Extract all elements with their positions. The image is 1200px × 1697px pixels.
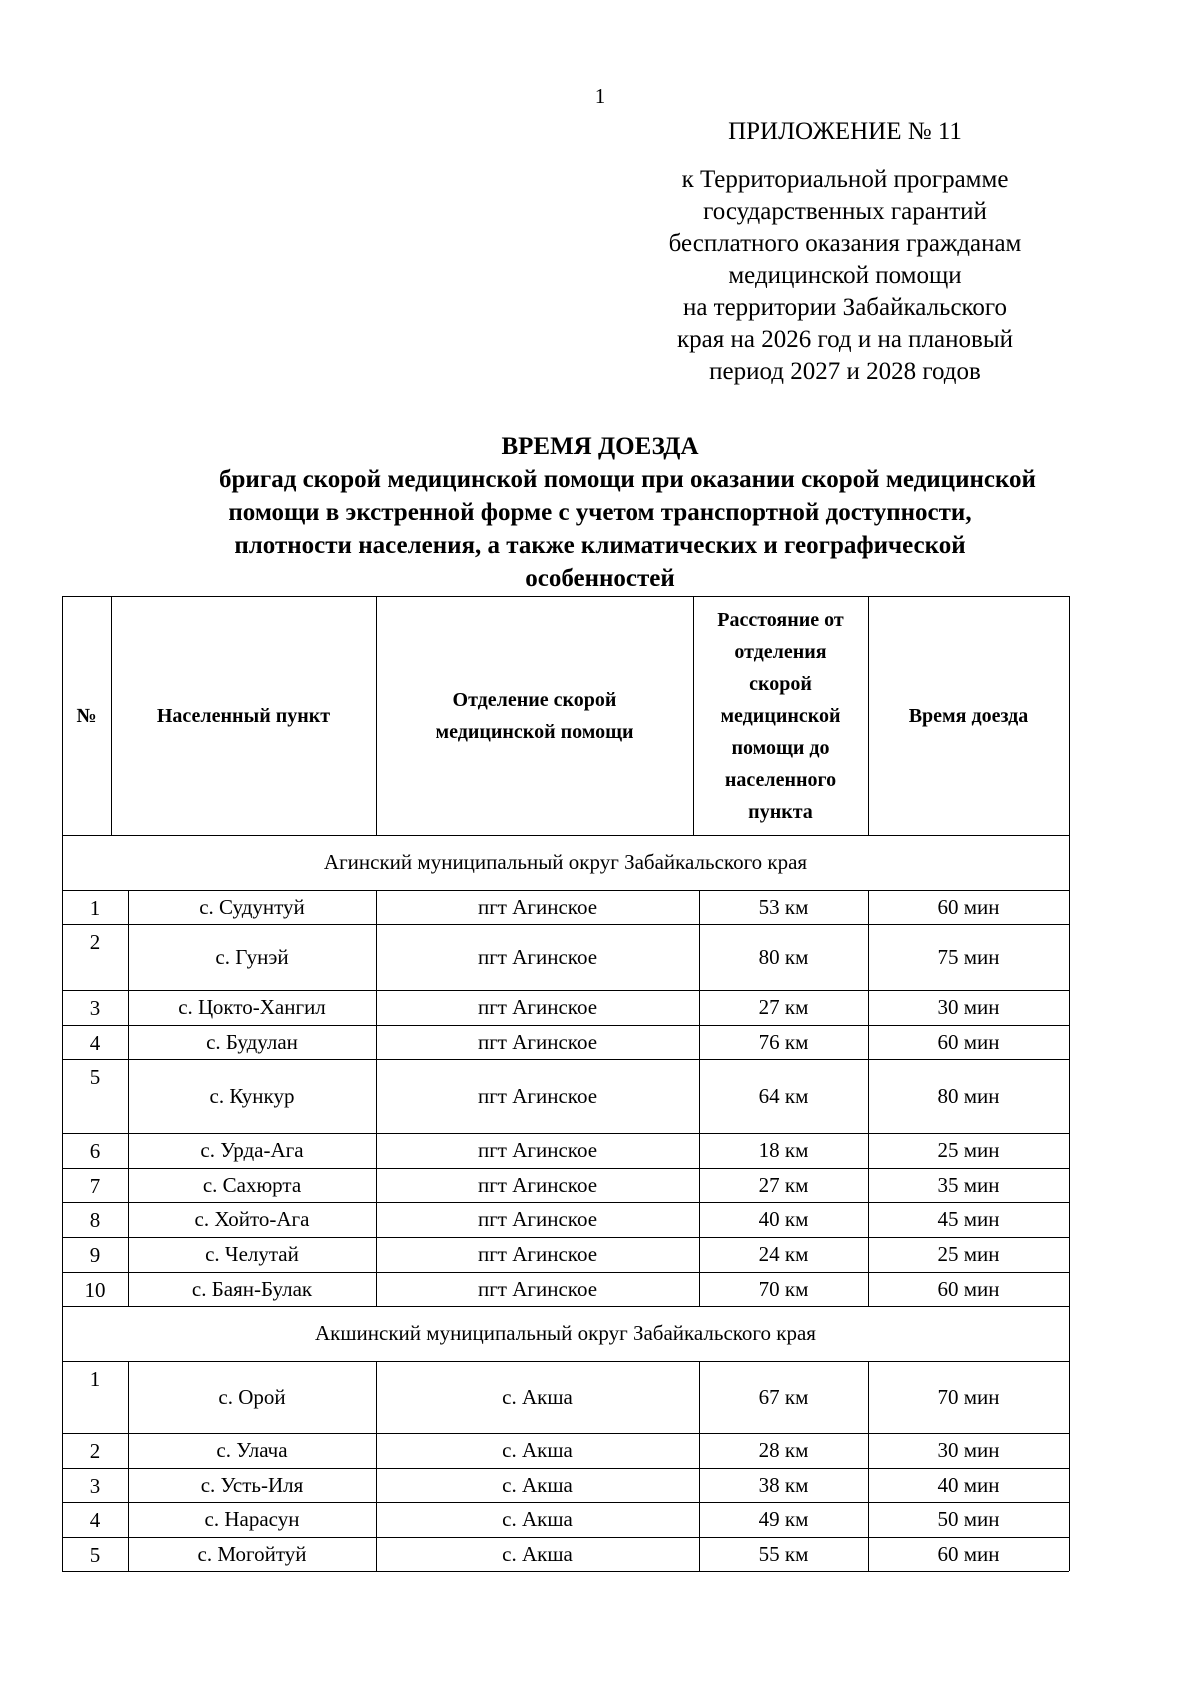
row-time: 35 мин [937, 1172, 1000, 1197]
table-column-line [376, 596, 377, 835]
row-settlement: с. Баян-Булак [191, 1276, 313, 1301]
table-column-line [1069, 1537, 1070, 1571]
appendix-line: на территории Забайкальского [682, 294, 1008, 321]
row-time: 60 мин [937, 894, 1000, 919]
row-settlement: с. Цокто-Хангил [178, 995, 326, 1019]
row-settlement: с. Челутай [205, 1242, 299, 1266]
table-column-line [62, 1306, 63, 1361]
row-number: 5 [89, 1065, 101, 1089]
row-distance: 64 км [758, 1083, 809, 1108]
row-number: 7 [89, 1174, 101, 1198]
row-department: пгт Агинское [477, 1138, 598, 1162]
appendix-line: края на 2026 год и на плановый [676, 326, 1013, 353]
row-distance: 24 км [758, 1242, 809, 1266]
row-department: пгт Агинское [477, 1172, 598, 1197]
row-distance: 70 км [758, 1276, 809, 1301]
table-column-line [1069, 890, 1070, 924]
row-settlement: с. Гунэй [215, 944, 289, 969]
appendix-line: государственных гарантий [703, 198, 987, 225]
table-column-line [1069, 1272, 1070, 1306]
table-column-line [1069, 1433, 1070, 1468]
row-time: 75 мин [937, 944, 1000, 969]
row-distance: 55 км [758, 1541, 809, 1566]
table-column-line [62, 835, 63, 890]
row-time: 80 мин [937, 1083, 1000, 1108]
row-department: с. Акша [502, 1541, 573, 1566]
table-column-line [1069, 1502, 1070, 1537]
row-time: 45 мин [937, 1207, 1000, 1231]
row-distance: 40 км [758, 1207, 809, 1231]
row-distance: 18 км [758, 1138, 809, 1162]
table-column-line [1069, 1133, 1070, 1168]
row-department: с. Акша [502, 1438, 573, 1462]
document-subtitle-line: плотности населения, а также климатических и географической [234, 532, 966, 559]
table-column-line [1069, 1468, 1070, 1502]
row-number: 6 [89, 1139, 101, 1163]
appendix-line: бесплатного оказания гражданам [668, 230, 1022, 257]
row-settlement: с. Урда-Ага [200, 1138, 304, 1162]
row-settlement: с. Улача [216, 1438, 288, 1462]
row-time: 25 мин [937, 1138, 1000, 1162]
document-heading [60, 430, 1140, 595]
table-column-line [1069, 1361, 1070, 1433]
table-column-line [1069, 924, 1070, 990]
table-column-line [1069, 990, 1070, 1025]
row-distance: 80 км [758, 944, 809, 969]
row-department: пгт Агинское [477, 995, 598, 1019]
row-distance: 27 км [758, 995, 809, 1019]
row-time: 40 мин [937, 1472, 1000, 1497]
row-department: с. Акша [502, 1472, 573, 1497]
row-time: 25 мин [937, 1242, 1000, 1266]
table-column-line [1069, 1059, 1070, 1133]
row-distance: 76 км [758, 1029, 809, 1054]
appendix-line: медицинской помощи [728, 262, 962, 289]
row-settlement: с. Сахюрта [202, 1172, 302, 1197]
table-column-line [1069, 1168, 1070, 1202]
row-number: 1 [89, 896, 101, 920]
document-subtitle-line: помощи в экстренной форме с учетом транспортной доступности, [228, 499, 972, 526]
row-number: 2 [89, 930, 101, 954]
row-distance: 27 км [758, 1172, 809, 1197]
row-distance: 28 км [758, 1438, 809, 1462]
appendix-text [620, 164, 1070, 388]
row-number: 4 [89, 1508, 101, 1532]
row-number: 2 [89, 1439, 101, 1463]
appendix-line: к Территориальной программе [681, 166, 1009, 193]
row-department: пгт Агинское [477, 1242, 598, 1266]
row-settlement: с. Усть-Иля [200, 1472, 304, 1497]
row-department: пгт Агинское [477, 1276, 598, 1301]
header-distance: Расстояние от отделения скорой медицинской помощи до населенного пункта [717, 608, 844, 823]
header-no: № [76, 704, 97, 727]
page-number: 1 [594, 84, 606, 108]
row-settlement: с. Могойтуй [197, 1541, 307, 1566]
row-number: 8 [89, 1208, 101, 1232]
row-number: 3 [89, 996, 101, 1020]
section-title: Акшинский муниципальный округ Забайкальского края [315, 1321, 816, 1345]
row-number: 1 [89, 1367, 101, 1391]
row-time: 60 мин [937, 1541, 1000, 1566]
document-subtitle-line: особенностей [525, 565, 675, 592]
row-time: 30 мин [937, 1438, 1000, 1462]
row-distance: 38 км [758, 1472, 809, 1497]
row-settlement: с. Будулан [206, 1029, 298, 1054]
table-column-line [1069, 1025, 1070, 1059]
row-department: с. Акша [502, 1384, 573, 1409]
row-department: пгт Агинское [477, 894, 598, 919]
document-title: ВРЕМЯ ДОЕЗДА [501, 433, 699, 460]
row-time: 70 мин [937, 1384, 1000, 1409]
row-number: 10 [84, 1278, 106, 1302]
row-settlement: с. Нарасун [204, 1507, 300, 1531]
row-settlement: с. Судунтуй [199, 894, 305, 919]
row-settlement: с. Хойто-Ага [194, 1207, 310, 1231]
row-department: пгт Агинское [477, 1029, 598, 1054]
header-time: Время доезда [908, 704, 1029, 727]
row-number: 4 [89, 1031, 101, 1055]
table-column-line [1069, 596, 1070, 835]
table-column-line [111, 596, 112, 835]
appendix-line: период 2027 и 2028 годов [709, 358, 981, 385]
row-distance: 67 км [758, 1384, 809, 1409]
section-title: Агинский муниципальный округ Забайкальского края [323, 850, 808, 874]
table-column-line [1069, 1306, 1070, 1361]
document-subtitle-line: бригад скорой медицинской помощи при оказании скорой медицинской [219, 466, 1036, 493]
row-settlement: с. Орой [218, 1384, 286, 1409]
row-distance: 49 км [758, 1507, 809, 1531]
row-time: 60 мин [937, 1276, 1000, 1301]
row-time: 30 мин [937, 995, 1000, 1019]
header-department: Отделение скорой медицинской помощи [435, 688, 634, 743]
table-column-line [62, 596, 63, 835]
row-number: 5 [89, 1543, 101, 1567]
row-department: пгт Агинское [477, 1083, 598, 1108]
table-column-line [1069, 1237, 1070, 1272]
row-settlement: с. Кункур [209, 1083, 295, 1108]
row-time: 50 мин [937, 1507, 1000, 1531]
table-column-line [693, 596, 694, 835]
row-department: пгт Агинское [477, 1207, 598, 1231]
table-row-line [62, 1571, 1069, 1572]
row-number: 3 [89, 1474, 101, 1498]
table-column-line [1069, 1202, 1070, 1237]
row-department: пгт Агинское [477, 944, 598, 969]
row-number: 9 [89, 1243, 101, 1267]
row-time: 60 мин [937, 1029, 1000, 1054]
row-distance: 53 км [758, 894, 809, 919]
table-column-line [868, 596, 869, 835]
appendix-title: ПРИЛОЖЕНИЕ № 11 [728, 118, 962, 145]
table-column-line [1069, 835, 1070, 890]
header-settlement: Населенный пункт [156, 704, 331, 727]
row-department: с. Акша [502, 1507, 573, 1531]
